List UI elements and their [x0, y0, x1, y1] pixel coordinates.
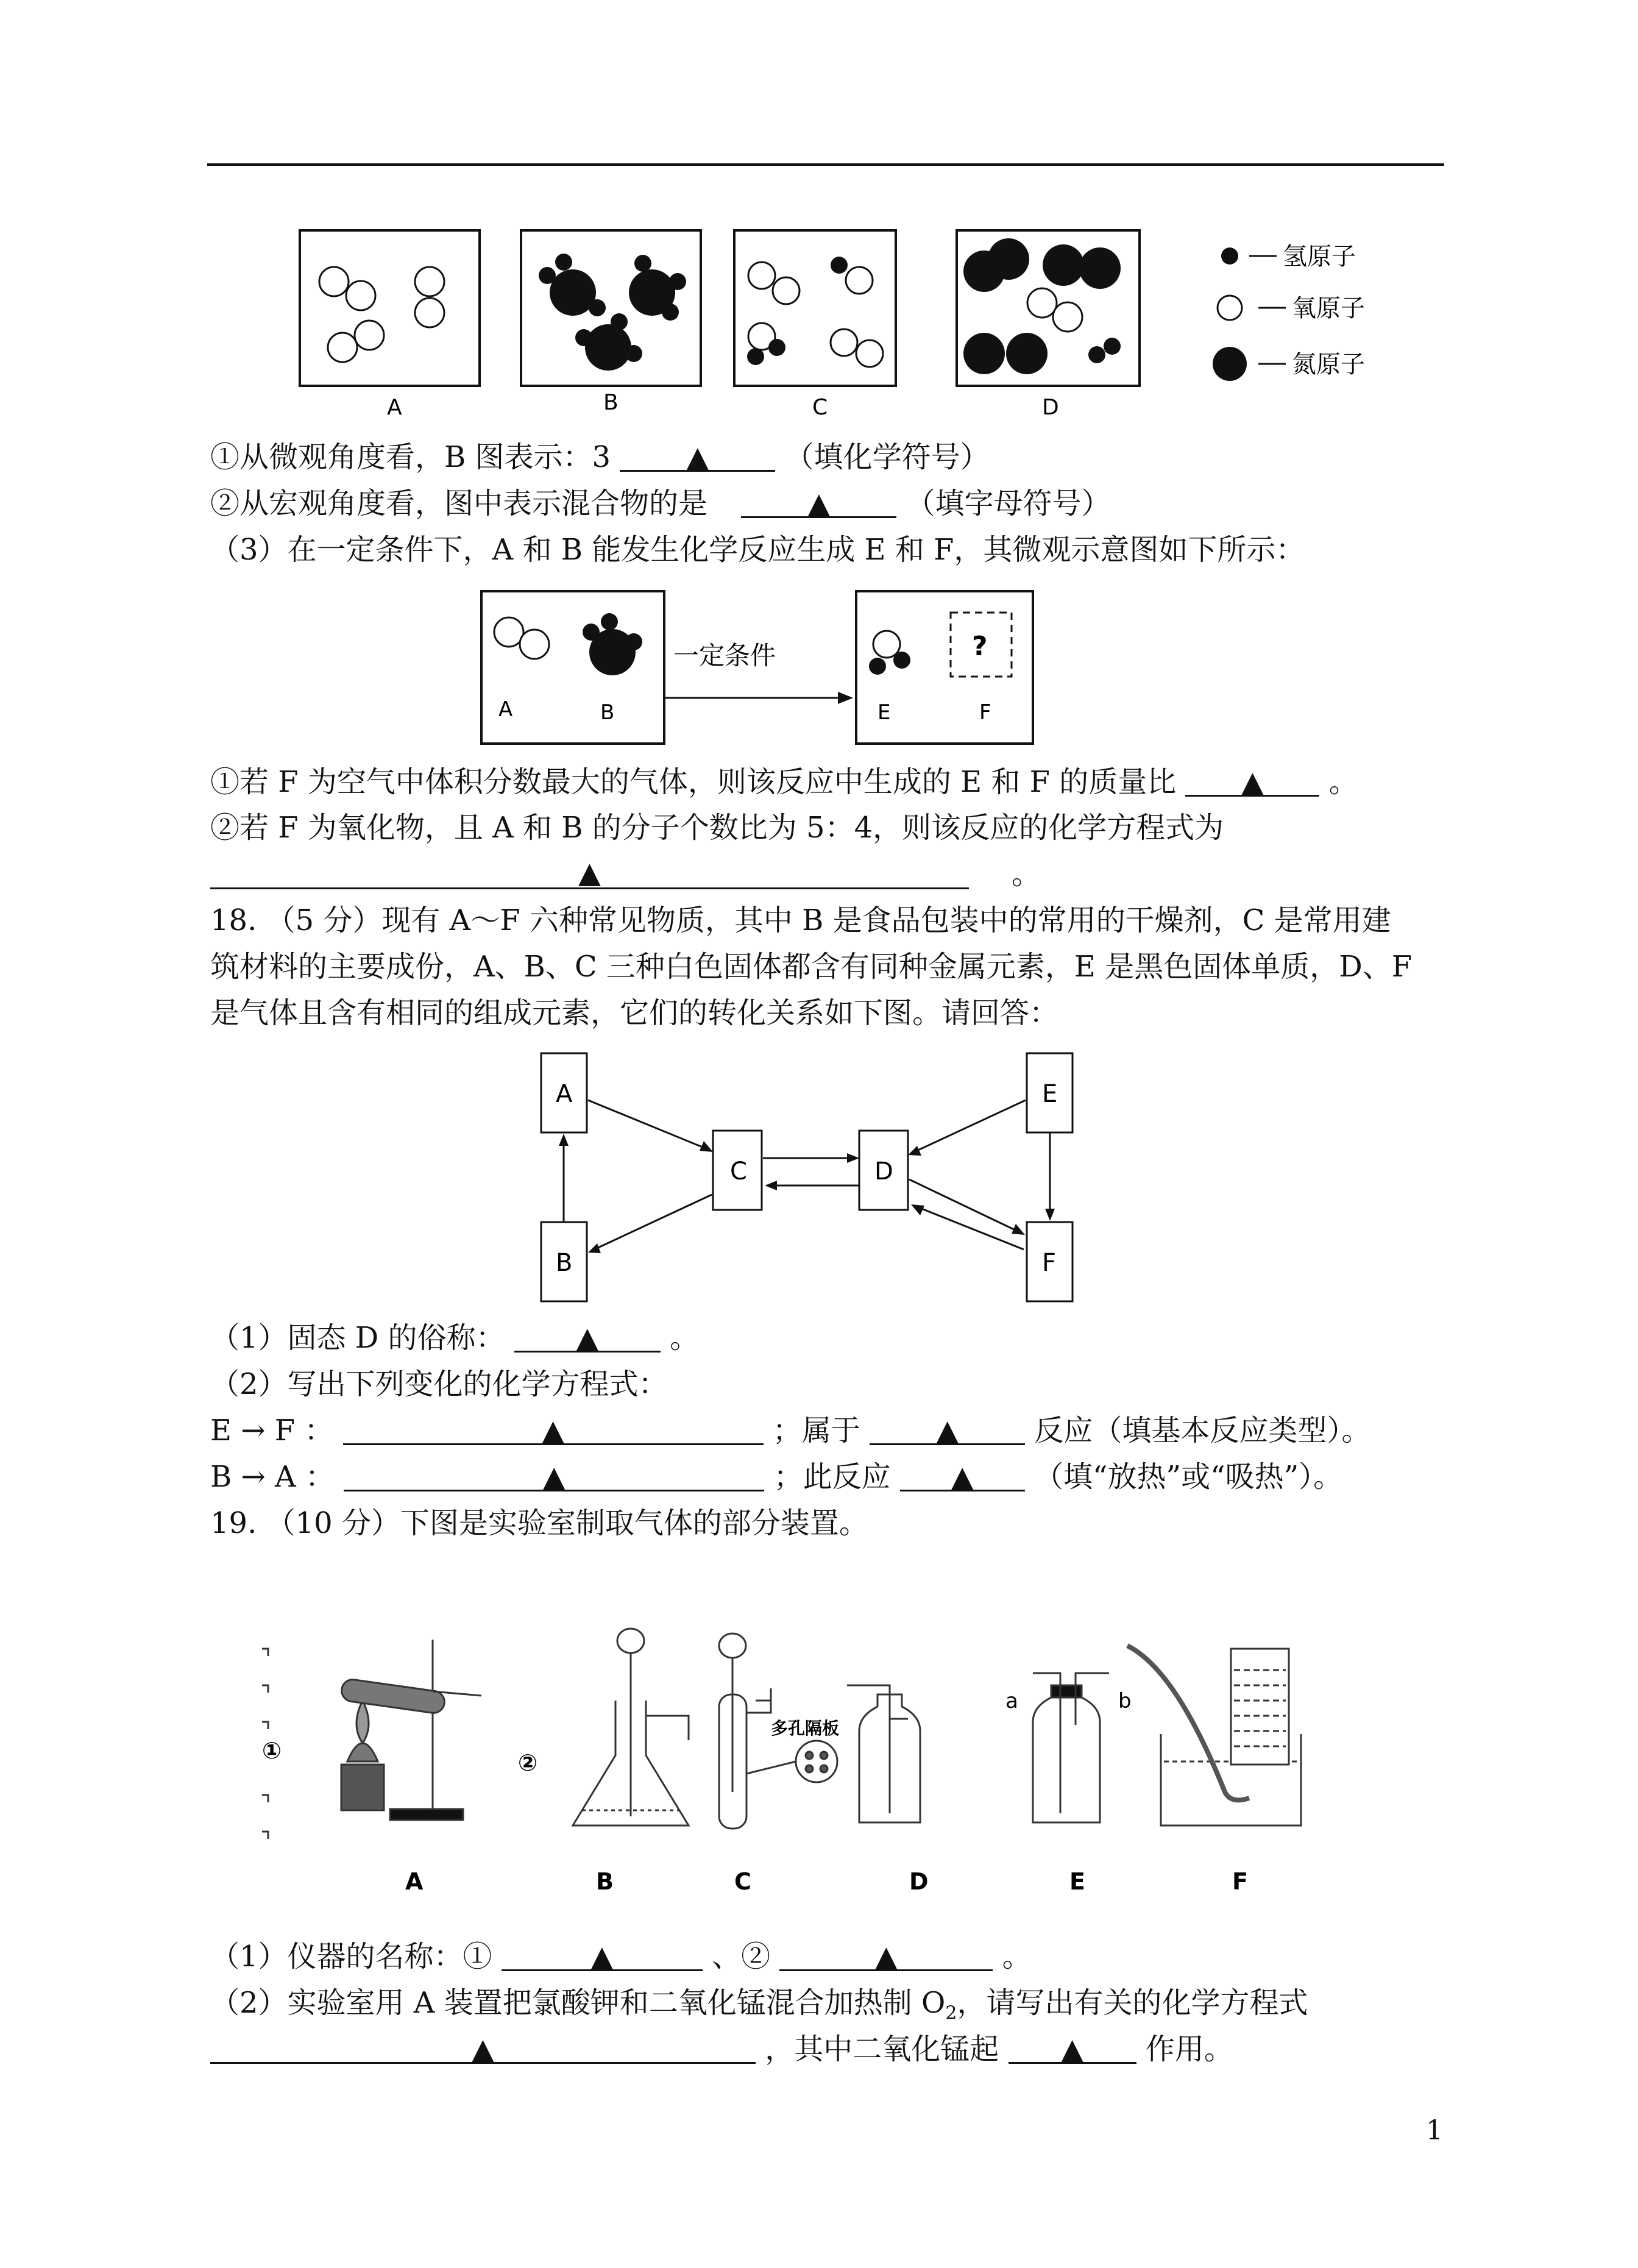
- fig1-label-c: C: [812, 395, 828, 420]
- legend-oxygen: 氧原子: [1292, 294, 1365, 322]
- answer-blank[interactable]: ▲: [210, 855, 969, 889]
- answer-blank[interactable]: ▲: [900, 1459, 1025, 1491]
- answer-blank[interactable]: ▲: [514, 1320, 661, 1353]
- node-b: B: [556, 1249, 573, 1277]
- port-a-label: a: [1005, 1689, 1018, 1713]
- node-a: A: [556, 1080, 573, 1108]
- apparatus-label-d: D: [909, 1868, 929, 1895]
- molecule-figure: [292, 226, 1450, 433]
- reaction-figure: [478, 588, 1039, 753]
- q17-line-b-symbol: ①从微观角度看，B 图表示：3 ▲ （填化学符号）: [210, 440, 990, 474]
- fig2-label-e: E: [878, 700, 891, 725]
- q19-part2-answer: ▲ ，其中二氧化锰起 ▲ 作用。: [210, 2031, 1233, 2067]
- q19-part2: （2）实验室用 A 装置把氯酸钾和二氧化锰混合加热制 $O_2$，请写出有关的化学方程式: [210, 1986, 1308, 2024]
- q17-part3-intro: （3）在一定条件下，A 和 B 能发生化学反应生成 E 和 F，其微观示意图如下所示：: [210, 533, 1305, 567]
- apparatus-label-c: C: [734, 1868, 751, 1895]
- apparatus-label-f: F: [1232, 1868, 1248, 1895]
- answer-blank[interactable]: ▲: [620, 439, 775, 472]
- answer-blank[interactable]: ▲: [502, 1939, 703, 1971]
- q19-stem: 19. （10 分）下图是实验室制取气体的部分装置。: [210, 1506, 868, 1540]
- q18-b-to-a: B → A ： ▲ ；此反应 ▲ （填“放热”或“吸热”）。: [210, 1460, 1343, 1494]
- port-b-label: b: [1118, 1689, 1132, 1713]
- fig2-label-b: B: [600, 700, 615, 725]
- answer-blank[interactable]: ▲: [210, 2032, 756, 2064]
- q17-equation-line: ②若 F 为氧化物，且 A 和 B 的分子个数比为 5：4，则该反应的化学方程式为: [210, 811, 1224, 845]
- unknown-product: ?: [972, 631, 988, 662]
- apparatus-mark-1: ①: [262, 1737, 282, 1764]
- apparatus-mark-2: ②: [518, 1749, 538, 1776]
- header-rule: [207, 163, 1444, 166]
- q18-stem-line2: 筑材料的主要成份，A、B、C 三种白色固体都含有同种金属元素，E 是黑色固体单质，D、F: [210, 950, 1413, 984]
- q18-e-to-f: E → F ： ▲ ；属于 ▲ 反应（填基本反应类型）。: [210, 1413, 1371, 1448]
- fig2-label-a: A: [498, 697, 513, 722]
- answer-blank[interactable]: ▲: [870, 1413, 1025, 1445]
- page-number: 1: [1426, 2115, 1443, 2146]
- fig2-label-f: F: [979, 700, 991, 725]
- q19-part1: （1）仪器的名称：① ▲ 、② ▲ 。: [210, 1939, 1032, 1974]
- q18-stem-line1: 18. （5 分）现有 A～F 六种常见物质，其中 B 是食品包装中的常用的干燥剂，C 是常用建: [210, 903, 1391, 937]
- node-c: C: [730, 1157, 747, 1186]
- answer-blank[interactable]: ▲: [343, 1413, 764, 1445]
- legend-nitrogen: 氮原子: [1292, 350, 1365, 379]
- fig1-label-a: A: [387, 395, 402, 420]
- answer-blank[interactable]: ▲: [779, 1939, 993, 1971]
- porous-plate-label: 多孔隔板: [771, 1718, 840, 1738]
- answer-blank[interactable]: ▲: [741, 486, 896, 518]
- answer-blank[interactable]: ▲: [1185, 764, 1319, 797]
- q18-stem-line3: 是气体且含有相同的组成元素，它们的转化关系如下图。请回答：: [210, 996, 1059, 1030]
- q17-line-mixture: ②从宏观角度看，图中表示混合物的是 ▲ （填字母符号）: [210, 486, 1111, 521]
- node-e: E: [1042, 1080, 1058, 1108]
- node-f: F: [1042, 1249, 1057, 1277]
- node-d: D: [874, 1157, 893, 1186]
- period: 。: [1012, 857, 1041, 891]
- apparatus-label-b: B: [596, 1868, 614, 1895]
- fig1-label-d: D: [1042, 395, 1059, 420]
- q18-part2: （2）写出下列变化的化学方程式：: [210, 1367, 668, 1401]
- answer-blank[interactable]: ▲: [1009, 2032, 1136, 2064]
- q18-part1: （1）固态 D 的俗称： ▲ 。: [210, 1321, 700, 1355]
- conversion-diagram: [536, 1048, 1085, 1304]
- legend-hydrogen: 氢原子: [1283, 243, 1356, 271]
- apparatus-figure: [250, 1609, 1408, 1902]
- q17-mass-ratio-line: ①若 F 为空气中体积分数最大的气体，则该反应中生成的 E 和 F 的质量比 ▲ 。: [210, 765, 1358, 799]
- fig1-label-b: B: [603, 390, 619, 415]
- apparatus-label-a: A: [405, 1868, 424, 1895]
- apparatus-label-e: E: [1069, 1868, 1085, 1895]
- reaction-condition: 一定条件: [673, 641, 776, 670]
- answer-blank[interactable]: ▲: [344, 1459, 764, 1491]
